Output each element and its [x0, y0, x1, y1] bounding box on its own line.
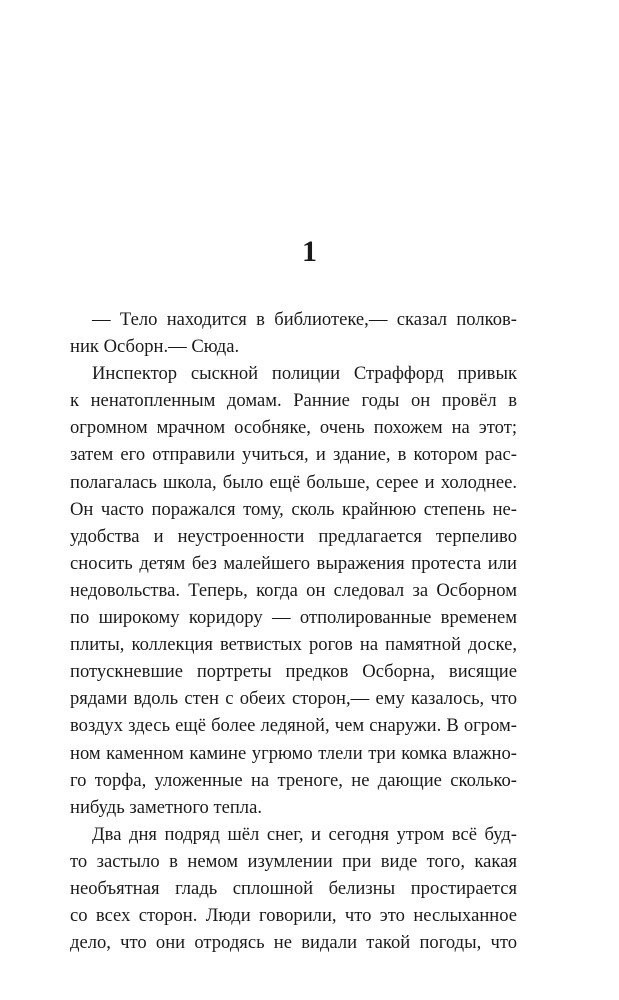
text-line: потускневшие портреты предков Осборна, висящие — [70, 661, 517, 683]
text-line: к ненатопленным домам. Ранние годы он провёл в — [70, 390, 517, 412]
text-line: воздух здесь ещё более ледяной, чем снаружи. В огром- — [70, 715, 517, 737]
text-line: со всех сторон. Люди говорили, что это неслыханное — [70, 905, 517, 927]
text-line: дело, что они отродясь не видали такой погоды, что — [70, 932, 517, 954]
text-line: полагалась школа, было ещё больше, серее и холоднее. — [70, 471, 517, 493]
text-line: ник Осборн.— Сюда. — [70, 336, 240, 358]
text-line: Два дня подряд шёл снег, и сегодня утром всё буд- — [92, 823, 517, 845]
text-line: сносить детям без малейшего выражения протеста или — [70, 552, 517, 574]
text-line: рядами вдоль стен с обеих сторон,— ему казалось, что — [70, 688, 517, 710]
body-text — [70, 306, 517, 956]
text-line: затем его отправили учиться, и здание, в котором рас- — [70, 444, 517, 466]
text-line: недовольства. Теперь, когда он следовал за Осборном — [70, 579, 517, 601]
text-line: огромном мрачном особняке, очень похожем на этот; — [70, 417, 517, 439]
text-line: то застыло в немом изумлении при виде того, какая — [70, 850, 517, 872]
text-line: Он часто поражался тому, сколь крайнюю степень не- — [70, 498, 517, 520]
text-line: по широкому коридору — отполированные временем — [70, 607, 517, 629]
chapter-number: 1 — [302, 235, 317, 268]
text-line: необъятная гладь сплошной белизны простирается — [70, 877, 517, 899]
text-line: — Тело находится в библиотеке,— сказал полков- — [92, 309, 517, 330]
text-line: Инспектор сыскной полиции Страффорд привык — [92, 363, 517, 385]
text-line: ном каменном камине угрюмо тлели три комка влажно- — [70, 742, 517, 764]
text-line: нибудь заметного тепла. — [70, 796, 262, 818]
text-line: удобства и неустроенности предлагается терпеливо — [70, 525, 517, 547]
text-line: плиты, коллекция ветвистых рогов на памятной доске, — [70, 634, 517, 656]
text-line: го торфа, уложенные на треноге, не дающие сколько- — [70, 769, 517, 791]
